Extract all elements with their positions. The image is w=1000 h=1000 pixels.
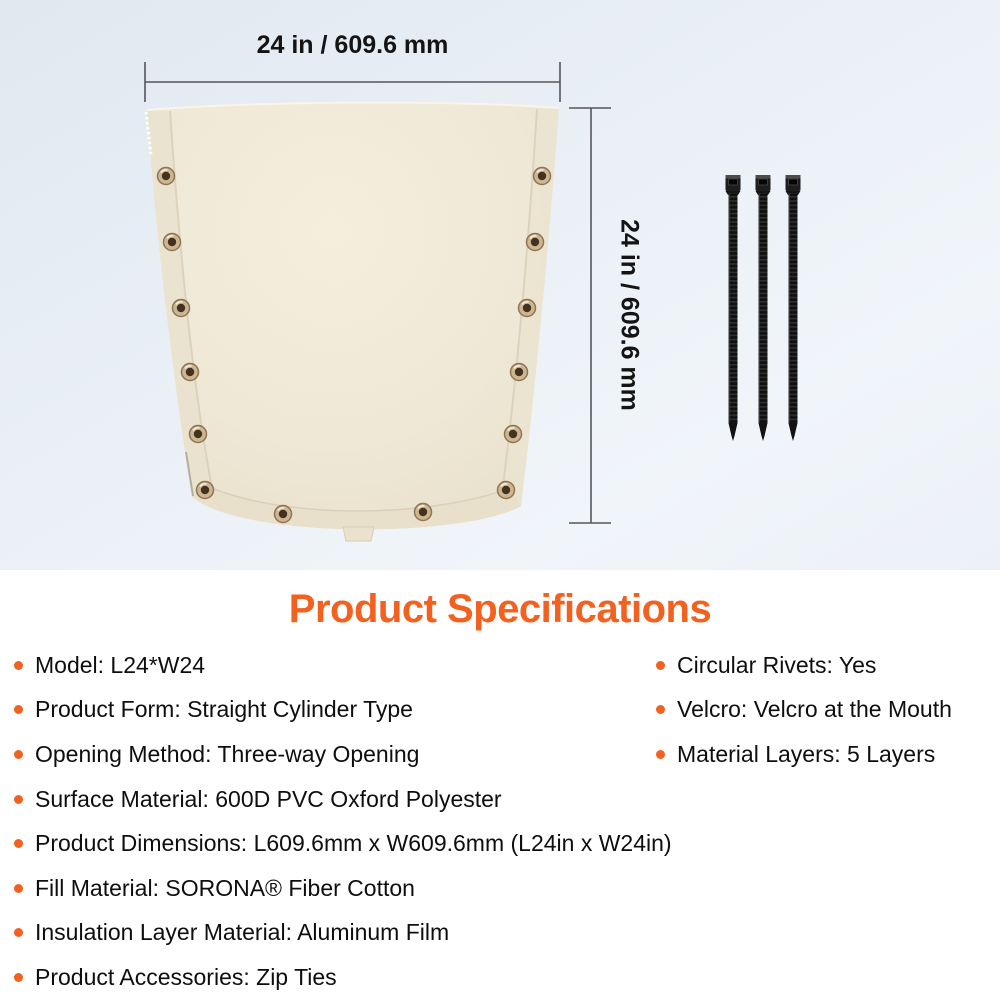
bullet-icon [656,750,665,759]
spec-item-label: Circular Rivets: Yes [677,651,877,678]
spec-item [14,777,656,822]
specs-section [0,570,1000,1000]
zip-tie [756,175,771,441]
spec-item-label: Product Form: Straight Cylinder Type [35,696,413,723]
bullet-icon [14,973,23,982]
spec-item [14,643,656,688]
specs-column-right [656,643,1000,1000]
bullet-icon [656,661,665,670]
width-dimension-line [145,62,560,102]
specs-column-left [14,643,672,1000]
height-dimension-label: 24 in / 609.6 mm [615,219,644,411]
bullet-icon [14,928,23,937]
specs-grid [0,643,1000,1000]
zip-tie [726,175,741,441]
spec-item [14,955,656,1000]
spec-item [14,732,656,777]
spec-item-label: Product Dimensions: L609.6mm x W609.6mm (L24in x W24in) [35,830,672,857]
bullet-icon [14,750,23,759]
bullet-icon [656,705,665,714]
spec-item-label: Material Layers: 5 Layers [677,740,936,767]
spec-item [656,732,1000,777]
spec-item-label: Velcro: Velcro at the Mouth [677,696,952,723]
height-dimension-line [569,108,611,523]
bullet-icon [14,839,23,848]
spec-item [14,866,656,911]
spec-item [656,688,1000,733]
product-cover-image [146,103,559,541]
spec-item-label: Insulation Layer Material: Aluminum Film [35,919,450,946]
spec-item-label: Surface Material: 600D PVC Oxford Polyester [35,785,502,812]
zip-tie [786,175,801,441]
zip-ties-image [726,175,801,441]
spec-item-label: Fill Material: SORONA® Fiber Cotton [35,874,415,901]
spec-item [14,821,672,866]
spec-item-label: Opening Method: Three-way Opening [35,740,420,767]
spec-item-label: Product Accessories: Zip Ties [35,963,337,990]
spec-item-label: Model: L24*W24 [35,651,206,678]
bullet-icon [14,795,23,804]
spec-item [656,643,1000,688]
specs-heading: Product Specifications [288,587,712,631]
width-dimension-label: 24 in / 609.6 mm [256,31,449,59]
bullet-icon [14,661,23,670]
bullet-icon [14,705,23,714]
spec-item [14,688,656,733]
bullet-icon [14,884,23,893]
spec-item [14,911,656,956]
